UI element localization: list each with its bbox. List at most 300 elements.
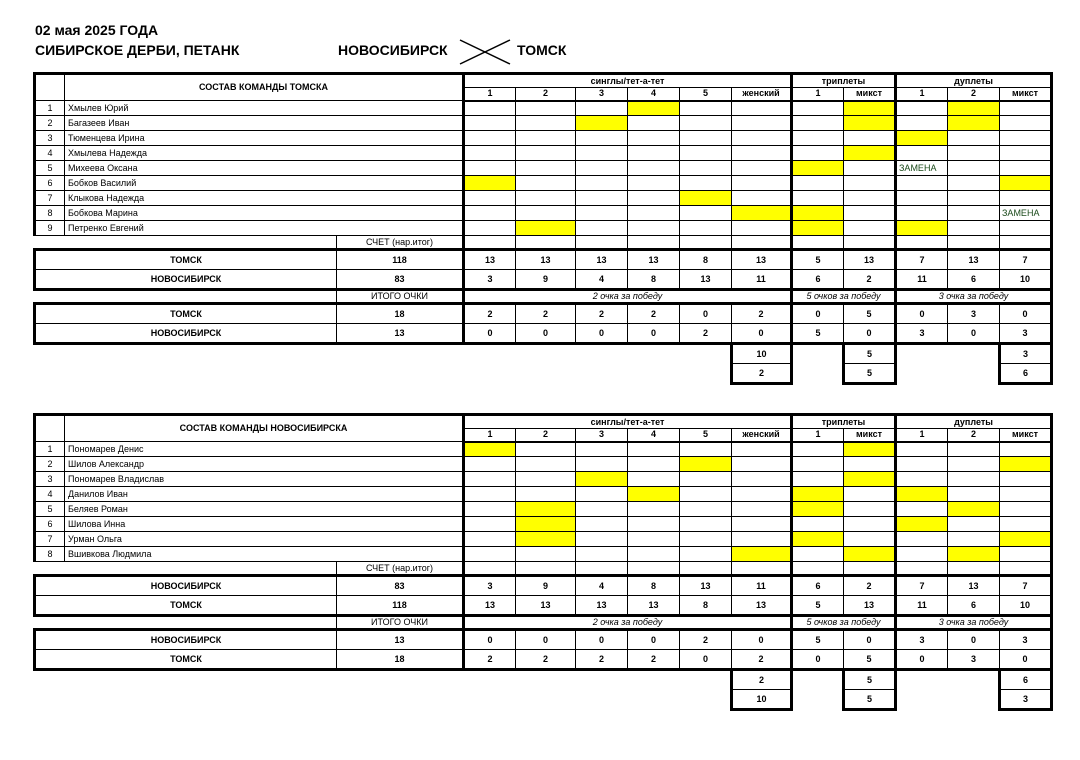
assignment-cell [576,442,628,457]
score-team-name: ТОМСК [35,596,337,616]
tomsk-lineup-table [33,72,1053,385]
assignment-cell [464,532,516,547]
assignment-cell [680,487,732,502]
spacer [896,690,1000,710]
triples-subtotal: 5 [844,364,896,384]
assignment-cell [732,191,792,206]
assignment-cell [628,532,680,547]
assignment-cell [948,191,1000,206]
singles-rule-note: 2 очка за победу [464,616,792,630]
empty-cell [576,562,628,576]
assignment-cell [628,221,680,236]
game-points: 2 [680,324,732,344]
player-name: Хмылева Надежда [65,146,464,161]
game-column-header: 1 [464,429,516,442]
game-points: 3 [948,304,1000,324]
score-team-name: ТОМСК [35,250,337,270]
empty-cell [948,236,1000,250]
assignment-cell [792,442,844,457]
assignment-cell [732,176,792,191]
empty-cell [948,562,1000,576]
player-name: Шилов Александр [65,457,464,472]
game-column-header: 1 [464,88,516,101]
game-points: 0 [896,650,948,670]
assignment-marker [792,221,844,236]
game-points: 0 [628,324,680,344]
player-name: Бобков Василий [65,176,464,191]
assignment-cell [628,176,680,191]
assignment-cell [844,161,896,176]
game-column-header: 5 [680,88,732,101]
score-label: СЧЕТ (нар.итог) [337,236,464,250]
player-number: 4 [35,487,65,502]
empty-cell [680,236,732,250]
assignment-cell [896,472,948,487]
player-number: 6 [35,176,65,191]
game-points: 0 [792,650,844,670]
empty-cell [792,562,844,576]
game-points: 3 [948,650,1000,670]
assignment-marker [844,146,896,161]
player-name: Клыкова Надежда [65,191,464,206]
game-points: 0 [680,304,732,324]
assignment-marker [732,206,792,221]
assignment-cell [844,502,896,517]
assignment-cell [576,457,628,472]
assignment-cell [792,472,844,487]
empty-cell [464,236,516,250]
singles-subtotal: 2 [732,364,792,384]
blank-corner [35,74,65,101]
assignment-cell [792,176,844,191]
assignment-cell [732,487,792,502]
assignment-cell [1000,221,1052,236]
assignment-cell [732,457,792,472]
assignment-cell [680,517,732,532]
game-score: 4 [576,270,628,290]
assignment-cell [680,221,732,236]
game-score: 9 [516,270,576,290]
assignment-cell [948,221,1000,236]
assignment-cell [792,146,844,161]
assignment-cell [732,442,792,457]
assignment-marker [792,532,844,547]
singles-group-header: синглы/тет-а-тет [464,74,792,88]
assignment-cell [516,101,576,116]
game-points: 2 [576,304,628,324]
assignment-cell [896,146,948,161]
player-number: 3 [35,131,65,146]
player-number: 4 [35,146,65,161]
game-points: 0 [628,630,680,650]
score-total: 118 [337,596,464,616]
player-name: Михеева Оксана [65,161,464,176]
assignment-cell [464,457,516,472]
assignment-cell [516,457,576,472]
empty-cell [516,236,576,250]
assignment-cell [792,191,844,206]
assignment-cell [844,487,896,502]
assignment-marker [896,517,948,532]
player-name: Бобкова Марина [65,206,464,221]
assignment-cell [680,502,732,517]
assignment-cell [680,472,732,487]
game-score: 13 [732,250,792,270]
game-score: 6 [792,576,844,596]
assignment-cell [844,176,896,191]
empty-cell [1000,562,1052,576]
game-score: 7 [896,576,948,596]
game-score: 6 [948,596,1000,616]
assignment-cell [576,146,628,161]
game-column-header: 1 [896,429,948,442]
assignment-cell [576,532,628,547]
player-name: Петренко Евгений [65,221,464,236]
player-number: 2 [35,116,65,131]
assignment-cell [680,206,732,221]
assignment-cell [628,206,680,221]
game-score: 11 [896,596,948,616]
player-number: 3 [35,472,65,487]
assignment-cell [1000,517,1052,532]
game-points: 0 [576,630,628,650]
assignment-marker [464,442,516,457]
game-score: 13 [576,250,628,270]
points-team-name: НОВОСИБИРСК [35,324,337,344]
spacer [896,344,1000,364]
assignment-cell [464,161,516,176]
assignment-cell [732,116,792,131]
game-column-header: микст [844,88,896,101]
game-points: 0 [844,324,896,344]
empty-cell [792,236,844,250]
assignment-cell [948,472,1000,487]
doubles-subtotal: 6 [1000,364,1052,384]
game-points: 2 [680,630,732,650]
game-points: 0 [576,324,628,344]
assignment-marker [732,547,792,562]
singles-subtotal: 10 [732,690,792,710]
player-number: 8 [35,206,65,221]
game-column-header: микст [1000,88,1052,101]
game-column-header: 4 [628,88,680,101]
player-name: Пономарев Денис [65,442,464,457]
assignment-cell [1000,101,1052,116]
player-number: 9 [35,221,65,236]
doubles-subtotal: 3 [1000,344,1052,364]
assignment-cell [576,131,628,146]
spacer [35,344,732,364]
assignment-cell [948,457,1000,472]
triples-subtotal: 5 [844,670,896,690]
game-column-header: 3 [576,88,628,101]
spacer [896,364,1000,384]
document-date: 02 мая 2025 ГОДА [35,22,159,38]
assignment-marker [576,116,628,131]
assignment-marker [844,116,896,131]
assignment-cell [844,206,896,221]
assignment-marker [844,547,896,562]
player-number: 8 [35,547,65,562]
novosibirsk-lineup-table [33,413,1053,711]
player-name: Тюменцева Ирина [65,131,464,146]
assignment-cell [732,221,792,236]
singles-subtotal: 10 [732,344,792,364]
assignment-cell [844,457,896,472]
assignment-cell [516,116,576,131]
spacer [792,364,844,384]
assignment-cell [896,547,948,562]
game-score: 13 [732,596,792,616]
assignment-cell [516,442,576,457]
empty-cell [628,562,680,576]
assignment-cell [896,532,948,547]
empty-cell [732,236,792,250]
assignment-cell [948,442,1000,457]
assignment-cell [792,131,844,146]
assignment-marker [948,547,1000,562]
assignment-marker [792,487,844,502]
game-points: 0 [516,630,576,650]
game-points: 2 [464,304,516,324]
assignment-marker [516,532,576,547]
assignment-cell [732,131,792,146]
game-points: 5 [844,304,896,324]
game-score: 13 [516,596,576,616]
assignment-cell [628,146,680,161]
player-number: 5 [35,502,65,517]
player-number: 6 [35,517,65,532]
assignment-marker [844,472,896,487]
assignment-marker [1000,176,1052,191]
game-column-header: женский [732,429,792,442]
game-score: 11 [896,270,948,290]
assignment-cell [1000,472,1052,487]
spacer [896,670,1000,690]
assignment-cell [516,487,576,502]
points-total: 13 [337,630,464,650]
game-column-header: 4 [628,429,680,442]
game-score: 13 [680,576,732,596]
game-points: 2 [732,650,792,670]
game-points: 2 [464,650,516,670]
game-column-header: микст [1000,429,1052,442]
assignment-cell [844,532,896,547]
game-score: 2 [844,576,896,596]
assignment-cell [516,206,576,221]
assignment-marker [628,101,680,116]
game-points: 2 [516,304,576,324]
assignment-cell [628,517,680,532]
game-score: 7 [1000,576,1052,596]
assignment-cell [464,221,516,236]
empty-cell [680,562,732,576]
assignment-cell [792,101,844,116]
singles-group-header: синглы/тет-а-тет [464,415,792,429]
player-number: 7 [35,191,65,206]
game-points: 5 [792,324,844,344]
player-name: Беляев Роман [65,502,464,517]
game-score: 7 [1000,250,1052,270]
game-points: 0 [1000,650,1052,670]
assignment-cell [628,161,680,176]
player-name: Багазеев Иван [65,116,464,131]
game-score: 6 [948,270,1000,290]
assignment-cell [896,457,948,472]
assignment-cell [732,101,792,116]
triples-rule-note: 5 очков за победу [792,616,896,630]
assignment-cell [896,206,948,221]
spacer [35,364,732,384]
game-points: 5 [792,630,844,650]
assignment-cell [896,502,948,517]
game-points: 0 [732,324,792,344]
game-points: 5 [844,650,896,670]
assignment-marker [792,161,844,176]
score-team-name: НОВОСИБИРСК [35,270,337,290]
assignment-cell [948,532,1000,547]
game-points: 2 [628,650,680,670]
assignment-cell [628,131,680,146]
game-points: 3 [896,324,948,344]
game-score: 13 [844,250,896,270]
game-score: 10 [1000,596,1052,616]
game-points: 2 [576,650,628,670]
assignment-cell [516,176,576,191]
spacer [792,690,844,710]
assignment-cell [948,176,1000,191]
spacer [35,616,337,630]
points-total: 18 [337,650,464,670]
assignment-marker [896,131,948,146]
triples-rule-note: 5 очков за победу [792,290,896,304]
assignment-marker [464,176,516,191]
assignment-cell [628,472,680,487]
assignment-cell [732,146,792,161]
game-score: 13 [948,576,1000,596]
player-name: Урман Ольга [65,532,464,547]
game-column-header: 2 [516,88,576,101]
triples-group-header: триплеты [792,415,896,429]
assignment-cell [464,206,516,221]
assignment-cell [896,116,948,131]
game-column-header: 3 [576,429,628,442]
header-team-right: ТОМСК [517,42,567,58]
assignment-marker [1000,532,1052,547]
points-total: 18 [337,304,464,324]
game-score: 7 [896,250,948,270]
assignment-cell [896,442,948,457]
assignment-cell [576,502,628,517]
game-points: 3 [1000,324,1052,344]
singles-subtotal: 2 [732,670,792,690]
score-total: 83 [337,576,464,596]
assignment-marker [516,517,576,532]
game-column-header: 2 [948,88,1000,101]
assignment-marker [516,221,576,236]
assignment-cell [1000,442,1052,457]
empty-cell [516,562,576,576]
triples-subtotal: 5 [844,690,896,710]
assignment-marker [792,206,844,221]
assignment-cell [844,191,896,206]
game-column-header: 2 [948,429,1000,442]
assignment-marker [628,487,680,502]
assignment-cell [732,472,792,487]
assignment-marker [896,221,948,236]
game-points: 0 [844,630,896,650]
assignment-marker [948,101,1000,116]
assignment-cell [464,116,516,131]
game-column-header: микст [844,429,896,442]
assignment-cell [1000,487,1052,502]
spacer [35,670,732,690]
empty-cell [844,562,896,576]
game-points: 0 [948,324,1000,344]
assignment-cell [680,116,732,131]
game-points: 2 [732,304,792,324]
assignment-cell [516,146,576,161]
substitution-note: ЗАМЕНА [896,161,948,176]
game-points: 0 [948,630,1000,650]
spacer [792,670,844,690]
assignment-cell [1000,161,1052,176]
assignment-cell [464,517,516,532]
assignment-marker [948,502,1000,517]
assignment-cell [576,191,628,206]
player-name: Вшивкова Людмила [65,547,464,562]
points-team-name: НОВОСИБИРСК [35,630,337,650]
score-total: 118 [337,250,464,270]
assignment-cell [792,116,844,131]
points-label: ИТОГО ОЧКИ [337,616,464,630]
doubles-group-header: дуплеты [896,74,1052,88]
assignment-cell [628,116,680,131]
game-column-header: 1 [792,429,844,442]
assignment-cell [464,487,516,502]
game-points: 0 [464,324,516,344]
game-score: 8 [680,250,732,270]
assignment-cell [792,457,844,472]
spacer [35,290,337,304]
empty-cell [1000,236,1052,250]
empty-cell [628,236,680,250]
assignment-cell [792,517,844,532]
score-total: 83 [337,270,464,290]
assignment-cell [680,161,732,176]
assignment-cell [516,472,576,487]
assignment-cell [896,101,948,116]
assignment-cell [680,176,732,191]
points-team-name: ТОМСК [35,650,337,670]
singles-rule-note: 2 очка за победу [464,290,792,304]
empty-cell [896,236,948,250]
game-points: 2 [628,304,680,324]
player-number: 5 [35,161,65,176]
game-score: 3 [464,270,516,290]
assignment-cell [576,176,628,191]
game-score: 13 [680,270,732,290]
assignment-marker [680,191,732,206]
blank-corner [35,415,65,442]
player-number: 1 [35,442,65,457]
player-number: 1 [35,101,65,116]
game-points: 2 [516,650,576,670]
assignment-marker [680,457,732,472]
assignment-cell [464,191,516,206]
game-score: 6 [792,270,844,290]
empty-cell [464,562,516,576]
